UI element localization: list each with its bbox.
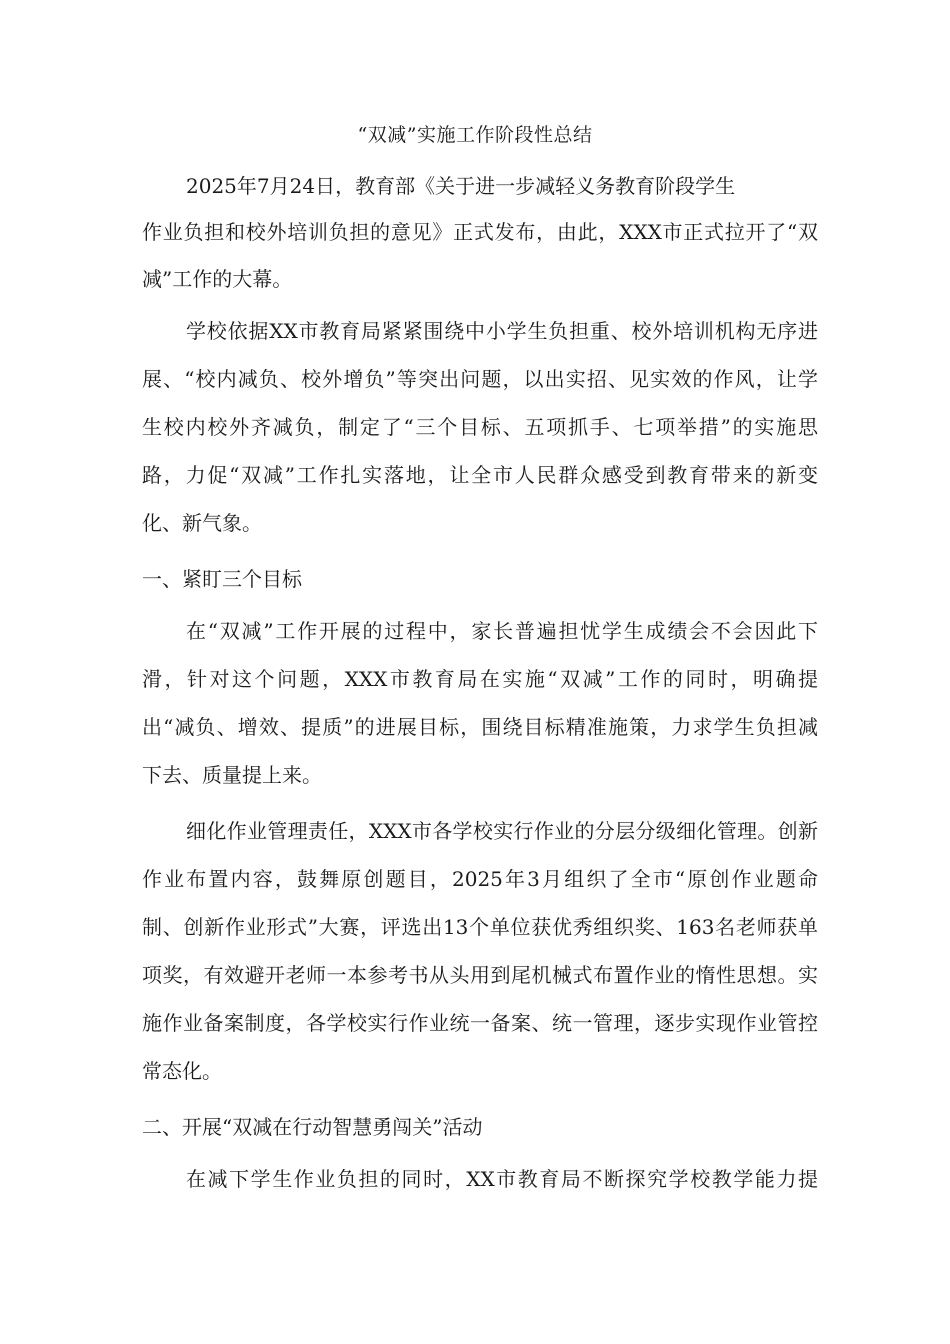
paragraph-line: 细化作业管理责任，XXX市各学校实行作业的分层分级细化管理。创新 <box>186 819 818 843</box>
paragraph-line: 施作业备案制度，各学校实行作业统一备案、统一管理，逐步实现作业管控 <box>142 1011 818 1035</box>
paragraph-line: 在“双减”工作开展的过程中，家长普遍担忧学生成绩会不会因此下 <box>186 619 818 643</box>
paragraph-line: 作业负担和校外培训负担的意见》正式发布，由此，XXX市正式拉开了“双 <box>142 220 818 244</box>
paragraph-line: 常态化。 <box>142 1059 222 1083</box>
document-title: “双减”实施工作阶段性总结 <box>357 124 593 146</box>
paragraph-line: 出“减负、增效、提质”的进展目标，围绕目标精准施策，力求学生负担减 <box>142 715 818 739</box>
paragraph-line: 作业布置内容，鼓舞原创题目，2025年3月组织了全市“原创作业题命 <box>142 867 818 891</box>
paragraph-line: 2025年7月24日，教育部《关于进一步减轻义务教育阶段学生 <box>186 174 736 198</box>
paragraph-line: 项奖，有效避开老师一本参考书从头用到尾机械式布置作业的惰性思想。实 <box>142 963 818 987</box>
paragraph-line: 展、“校内减负、校外增负”等突出问题，以出实招、见实效的作风，让学 <box>142 367 818 391</box>
paragraph-line: 化、新气象。 <box>142 511 262 535</box>
paragraph-line: 路，力促“双减”工作扎实落地，让全市人民群众感受到教育带来的新变 <box>142 463 818 487</box>
section-heading: 二、开展“双减在行动智慧勇闯关”活动 <box>142 1115 483 1139</box>
paragraph-line: 生校内校外齐减负，制定了“三个目标、五项抓手、七项举措”的实施思 <box>142 415 818 439</box>
paragraph-line: 制、创新作业形式”大赛，评选出13个单位获优秀组织奖、163名老师获单 <box>142 915 818 939</box>
paragraph-line: 在减下学生作业负担的同时，XX市教育局不断探究学校教学能力提 <box>186 1167 818 1191</box>
section-heading: 一、紧盯三个目标 <box>142 567 302 591</box>
paragraph-line: 下去、质量提上来。 <box>142 763 322 787</box>
paragraph-line: 减”工作的大幕。 <box>142 267 293 291</box>
paragraph-line: 学校依据XX市教育局紧紧围绕中小学生负担重、校外培训机构无序进 <box>186 319 818 343</box>
paragraph-line: 滑，针对这个问题，XXX市教育局在实施“双减”工作的同时，明确提 <box>142 667 818 691</box>
